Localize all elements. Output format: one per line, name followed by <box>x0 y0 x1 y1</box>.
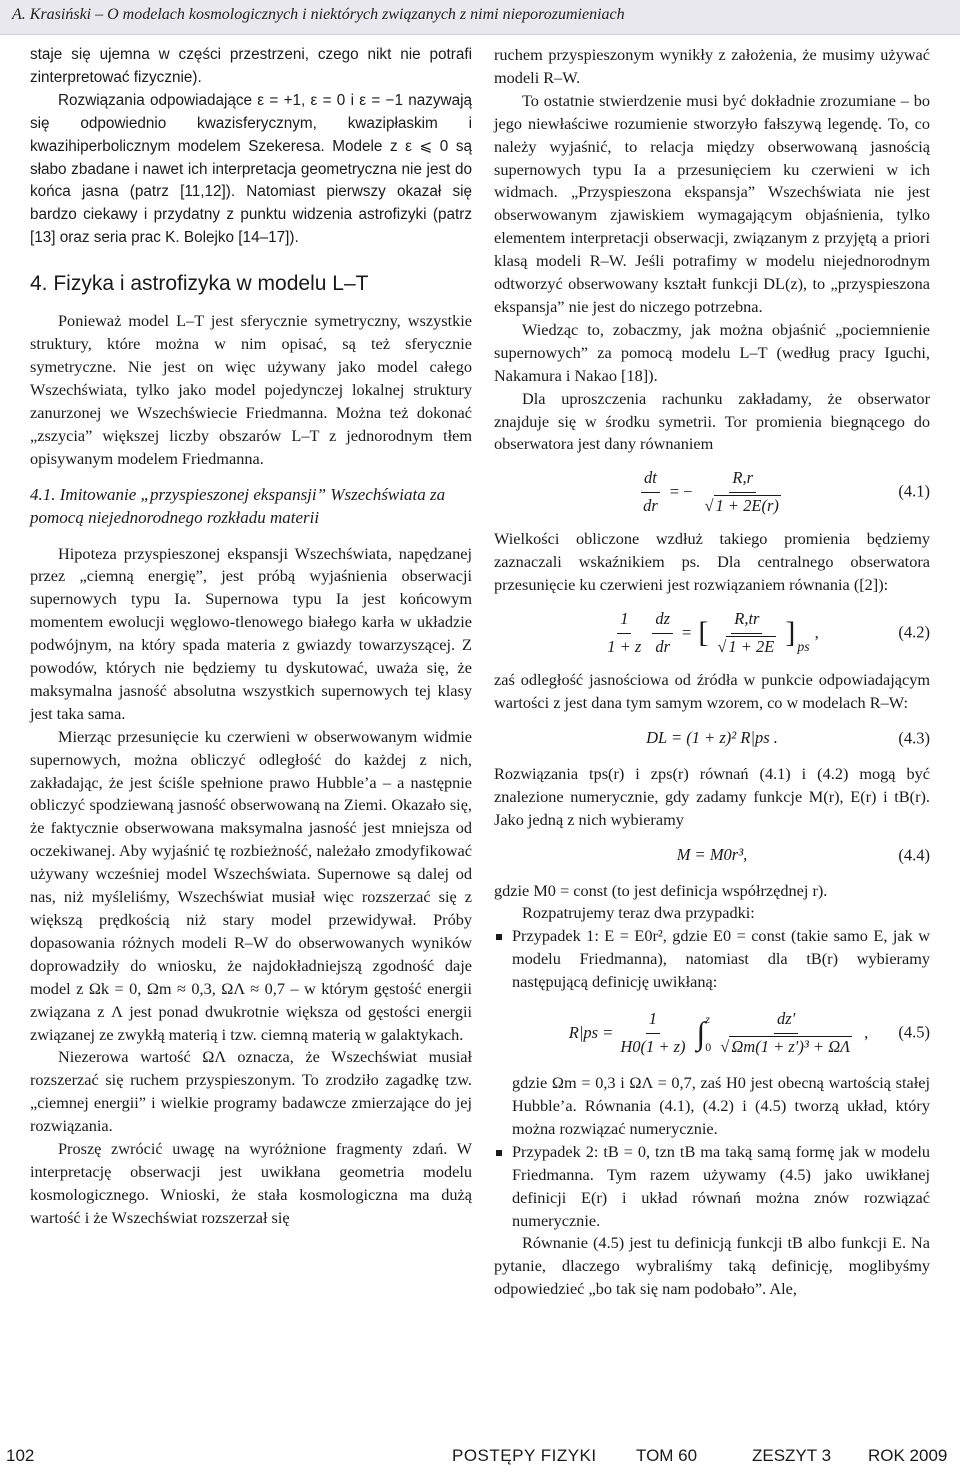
paragraph: staje się ujemna w części przestrzeni, czego nikt nie potrafi zinterpretować fizycznie). <box>30 46 472 86</box>
page-number: 102 <box>6 1446 35 1465</box>
eq5-b-denominator: Ωm(1 + z′)³ + ΩΛ <box>731 1036 851 1056</box>
running-header <box>0 0 960 35</box>
eq1-lhs-denominator: dr <box>643 495 658 515</box>
journal-name: POSTĘPY FIZYKI <box>452 1446 597 1465</box>
equation-number: (4.2) <box>898 622 930 642</box>
eq2-c-numerator: R,tr <box>731 608 762 634</box>
eq2-a-denominator: 1 + z <box>607 636 642 656</box>
eq5-b-numerator: dz′ <box>774 1008 798 1034</box>
integral-lower-limit: 0 <box>705 1040 712 1055</box>
paragraph: Rozpatrujemy teraz dwa przypadki: <box>522 903 755 923</box>
equation-number: (4.5) <box>898 1022 930 1042</box>
issue: ZESZYT 3 <box>752 1446 832 1465</box>
eq1-rhs-numerator: R,r <box>729 467 756 493</box>
section-title: 4. Fizyka i astrofizyka w modelu L–T <box>30 272 369 296</box>
eq5-a-denominator: H0(1 + z) <box>620 1036 686 1056</box>
bullet-text: Przypadek 2: tB = 0, tzn tB ma taką samą formę jak w modelu Friedmanna. Tym razem używamy (4.5) jako uwikłanej definicji E(r) i układ równań można znów rozwiązać numerycznie. <box>512 1141 930 1230</box>
eq2-b-denominator: dr <box>655 636 671 656</box>
volume: TOM 60 <box>636 1446 698 1465</box>
eq2-b-numerator: dz <box>652 608 673 634</box>
equation-4-1: $\frac{dt}{dr}$ = − $\frac{R,r}{√ 1 + 2E(r)}$ (4.1) <box>494 460 930 524</box>
eq3-body: DL = (1 + z)² R|ps . <box>646 728 778 748</box>
equation-4-5: R|ps = $\frac{1}{H0(1 + z)}$ ∫ z 0 $\frac{dz'}{\text{√ Ωm(1 + z′)³ + ΩΛ}}$ , (4.5) <box>512 998 930 1068</box>
paragraph: Proszę zwrócić uwagę na wyróżnione fragmenty zdań. W interpretację obserwacji jest uwikłana geometria modelu kosmologicznego. Wnioski, że stała kosmologiczna ma dużą wartość i że Wszechświat rozszerzał się <box>30 1139 472 1227</box>
paragraph: Rozwiązania odpowiadające ε = +1, ε = 0 i ε = −1 nazywają się odpowiednio kwazisferycznym, kwazipłaskim i kwazihiperbolicznym modelem Szekeresa. Modele z ε ⩽ 0 są słabo zbadane i nawet ich interpretacja geometryczna nie jest do końca jasna (patrz [11,12]). Natomiast pierwszy okazał się bardzo ciekawy i przydatny z punktu widzenia astrofizyki (patrz [13] oraz seria prac K. Bolejko [14–17]). <box>30 91 472 247</box>
eq1-rhs-denominator: 1 + 2E(r) <box>715 495 779 515</box>
eq5-a-numerator: 1 <box>646 1008 660 1034</box>
paragraph: Wielkości obliczone wzdłuż takiego promienia będziemy zaznaczali wskaźnikiem ps. Dla centralnego obserwatora przesunięcie ku czerwieni jest rozwiązaniem równania ([2]): <box>494 529 930 595</box>
paragraph: Dla uproszczenia rachunku zakładamy, że obserwator znajduje się w środku symetrii. Tor promienia biegnącego do obserwatora jest dany równaniem <box>494 388 930 454</box>
equation-4-2: $\frac{1}{1 + z}$ $\frac{dz}{dr}$ = [ $\frac{R,tr}{√ 1 + 2E}$ ] $_{ps}$ , (4.2) <box>494 601 930 665</box>
paragraph: Hipoteza przyspieszonej ekspansji Wszechświata, napędzanej przez „ciemną energię”, jest próbą wyjaśnienia obserwacji supernowych typu Ia. Supernowa typu Ia jest końcowym momentem ewolucji węglowo-tlenowego białego karła w układzie podwójnym, na który spada materia z gwiazdy towarzyszącej. Z powodów, których nie będziemy tu dyskutować, uważa się, że maksymalna jasność absolutna wszystkich supernowych tej klasy jest taka sama. <box>30 543 472 723</box>
left-column <box>30 44 472 1230</box>
right-column <box>494 44 930 1301</box>
equation-4-4 <box>494 836 930 876</box>
integral-upper-limit: z <box>705 1012 710 1027</box>
equation-number: (4.4) <box>898 845 930 865</box>
eq1-sign: = − <box>669 481 693 501</box>
equation-number: (4.3) <box>898 728 930 748</box>
paragraph: Wiedząc to, zobaczmy, jak można objaśnić „pociemnienie supernowych” za pomocą modelu L–T (według pracy Iguchi, Nakamura i Nakao [18]). <box>494 319 930 385</box>
eq2-c-denominator: 1 + 2E <box>728 636 775 656</box>
paragraph: gdzie M0 = const (to jest definicja współrzędnej r). <box>494 880 828 900</box>
paragraph: Równanie (4.5) jest tu definicją funkcji tB albo funkcji E. Na pytanie, dlaczego wybraliśmy taką definicję, moglibyśmy odpowiedzieć „bo tak się nam podobało”. Ale, <box>494 1233 930 1299</box>
eq2-a-numerator: 1 <box>617 608 631 634</box>
bullet-text: Przypadek 1: E = E0r², gdzie E0 = const (takie samo E, jak w modelu Friedmanna), natomiast dla tB(r) wybieramy następującą definicję uwikłaną: <box>512 926 930 992</box>
paragraph: ruchem przyspieszonym wynikły z założenia, że musimy używać modeli R–W. <box>494 45 930 87</box>
eq1-lhs-numerator: dt <box>641 467 660 493</box>
equation-number: (4.1) <box>898 481 930 501</box>
paragraph: Mierząc przesunięcie ku czerwieni w obserwowanym widmie supernowych, można obliczyć odległość do każdej z nich, zakładając, że jest ściśle spełnione prawo Hubble’a – a następnie obliczyć spodziewaną jasność obserwowaną na Ziemi. Okazało się, że faktycznie obserwowana maksymalna jasność jest mniejsza od oczekiwanej. Aby wyjaśnić tę rozbieżność, należało zmodyfikować używany wcześniej model Wszechświata. Supernowe są dalej od nas, niż myśleliśmy, Wszechświat musiał więc rozszerzać się z większą prędkością niż stary model przewidywał. Próby dopasowania różnych modeli R–W do obserwowanych wyników doprowadziły do wniosku, że najdokładniejszą zgodność daje model z Ωk = 0, Ωm ≈ 0,3, ΩΛ ≈ 0,7 – w którym gęstość energii związana z Λ jest ponad dwukrotnie większa od gęstości energii związanej ze zwykłą materią i tzw. ciemną materią w galaktykach. <box>30 726 472 1044</box>
paragraph: zaś odległość jasnościowa od źródła w punkcie odpowiadającym wartości z jest dana tym samym wzorem, co w modelach R–W: <box>494 670 930 712</box>
page-footer <box>0 1442 960 1474</box>
paragraph: Ponieważ model L–T jest sferycznie symetryczny, wszystkie struktury, które można w nim opisać, są też sferycznie symetryczne. Nie jest on więc używany jako model całego Wszechświata, tylko jako model pojedynczej lokalnej struktury zanurzonej we Wszechświecie Friedmanna. Można też dokonać „zszycia” większej liczby obszarów L–T z jednorodnym tłem opisywanym modelem Friedmanna. <box>30 311 472 468</box>
equation-4-3 <box>494 719 930 759</box>
subsection-title: 4.1. Imitowanie „przyspieszonej ekspansji” Wszechświata za pomocą niejednorodnego rozkładu materii <box>30 484 446 527</box>
paragraph: Niezerowa wartość ΩΛ oznacza, że Wszechświat musiał rozszerzać się ruchem przyspieszonym. To zrodziło zagadkę tzw. „ciemnej energii” i wielkie programy badawcze zmierzające do jej rozwiązania. <box>30 1047 472 1136</box>
bullet-text: gdzie Ωm = 0,3 i ΩΛ = 0,7, zaś H0 jest obecną wartością stałej Hubble’a. Równania (4.1), (4.2) i (4.5) tworzą układ, który można rozwiązać numerycznie. <box>512 1073 930 1138</box>
paragraph: To ostatnie stwierdzenie musi być dokładnie zrozumiane – bo jego niewłaściwe rozumienie stworzyło fałszywą legendę. To, co należy wyjaśnić, to relacja między obserwowaną jasnością supernowych typu Ia a przesunięciem ku czerwieni w ich widmach. „Przyspieszona ekspansja” Wszechświata nie jest obserwowanym zjawiskiem wymagającym objaśnienia, tylko elementem interpretacji obserwacji, związanym z przyjętą a priori klasą modeli R–W. Jeśli potrafimy w modelu niejednorodnym odtworzyć obserwowany kształt funkcji DL(z), to „przyspieszona ekspansja” nie jest do niczego potrzebna. <box>494 90 930 316</box>
paragraph: Rozwiązania tps(r) i zps(r) równań (4.1) i (4.2) mogą być znalezione numerycznie, gdy zadamy funkcje M(r), E(r) i tB(r). Jako jedną z nich wybieramy <box>494 763 930 829</box>
year: ROK 2009 <box>868 1446 948 1465</box>
eq2-subscript: ps <box>797 638 810 654</box>
running-title: A. Krasiński – O modelach kosmologicznych i niektórych związanych z nimi nieporozumieniach <box>12 6 625 23</box>
case-list <box>494 925 930 1232</box>
list-item <box>494 925 930 1140</box>
eq4-body: M = M0r³, <box>676 845 748 865</box>
eq5-lhs: R|ps = <box>568 1022 614 1042</box>
list-item <box>494 1141 930 1233</box>
